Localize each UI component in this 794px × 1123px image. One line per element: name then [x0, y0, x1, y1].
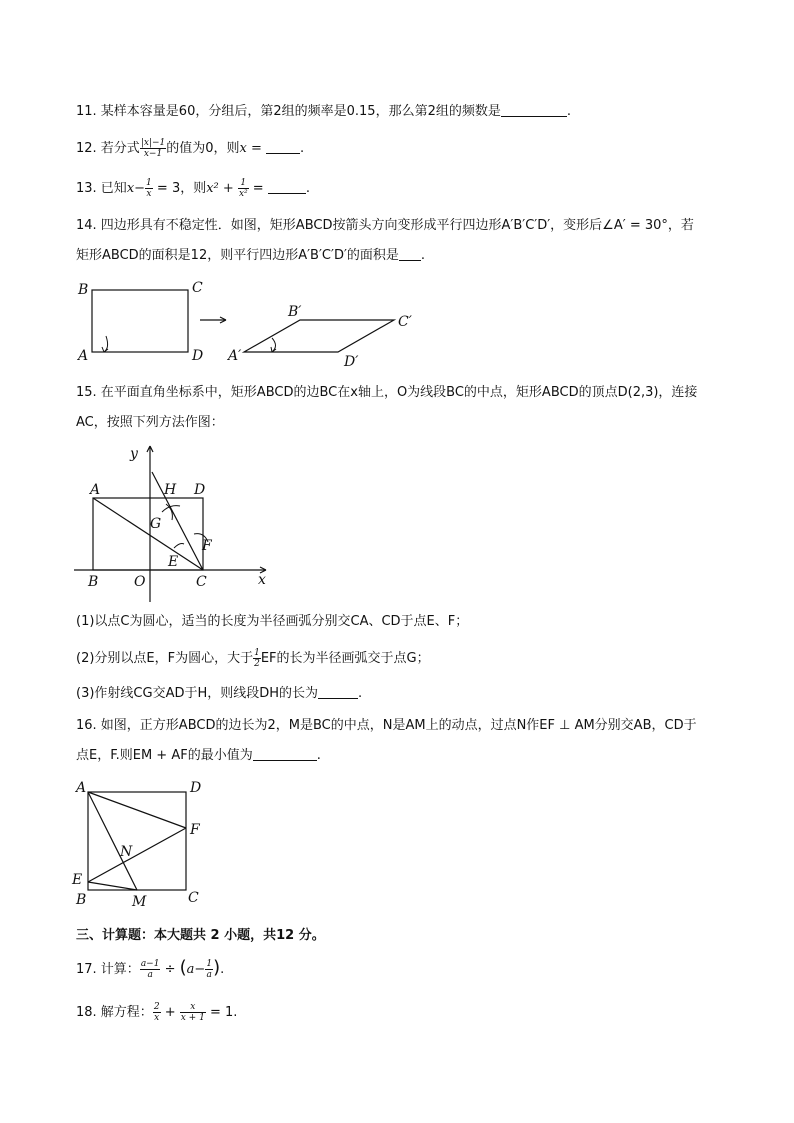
label-b: B: [88, 574, 99, 590]
q13-eq: = 3，则: [156, 181, 207, 196]
question-11: [76, 102, 571, 122]
segment-ef: [88, 828, 186, 882]
q13-fraction-2: $\frac{1}{\text{x²}}$: [238, 178, 248, 199]
label-d: D: [194, 482, 206, 498]
q18-equals: = 1: [209, 1005, 234, 1020]
q16-answer-blank[interactable]: [253, 746, 317, 761]
label-a-prime: A′: [228, 348, 242, 364]
label-b: B: [76, 892, 87, 908]
q15-step2-prefix: (2)分别以点E，F为圆心，大于: [76, 651, 254, 666]
q14-answer-blank[interactable]: [399, 246, 421, 261]
q17-fraction-1: $\frac{a-1}{a}$: [140, 959, 160, 980]
q15-figure: [70, 442, 280, 602]
label-f: F: [202, 538, 212, 554]
q12-prefix: 12. 若分式: [76, 141, 140, 156]
arc-e: [174, 544, 184, 549]
label-a: A: [90, 482, 101, 498]
label-m: M: [132, 894, 147, 908]
q15-step2-fraction: $\frac{1}{2}$: [254, 648, 260, 669]
q13-prefix: 13. 已知: [76, 181, 127, 196]
label-a: A: [78, 348, 89, 364]
q16-period: .: [316, 748, 321, 763]
label-h: H: [164, 482, 177, 498]
q12-variable: x =: [239, 141, 262, 156]
q17-period: .: [220, 962, 225, 977]
q13-fraction-1: $\frac{1}{x}$: [146, 178, 152, 199]
question-14-line-2: [76, 246, 425, 266]
label-n: N: [120, 844, 133, 860]
q13-period: .: [305, 181, 310, 196]
q16-figure: [70, 776, 220, 908]
q18-fraction-1: $\frac{2}{x}$: [153, 1002, 160, 1023]
q14-period: .: [420, 248, 426, 263]
label-x: x: [258, 572, 266, 588]
q17-fraction-2: $\frac{1}{a}$: [206, 959, 213, 980]
q15-step-2: [76, 648, 430, 669]
label-g: G: [150, 516, 162, 532]
q17-prefix: 17. 计算：: [76, 962, 140, 977]
q13-answer-blank[interactable]: [268, 179, 306, 194]
square-abcd: [88, 792, 186, 890]
q13-expr2: x² +: [206, 181, 234, 196]
label-e: E: [72, 872, 83, 888]
q12-period: .: [300, 141, 305, 156]
question-17: [76, 958, 224, 980]
section-3-heading: 三、计算题：本大题共 2 小题，共12 分。: [76, 928, 325, 943]
label-y: y: [130, 446, 138, 462]
q13-eq2: =: [252, 181, 264, 196]
label-d: D: [192, 348, 204, 364]
question-12: [76, 138, 304, 159]
rectangle-abcd: [92, 290, 188, 352]
diagonal-ac: [93, 498, 203, 570]
parallelogram-a2b2c2d2: [244, 320, 394, 352]
q12-answer-blank[interactable]: [266, 139, 300, 154]
q18-fraction-2: $\frac{x}{x + 1}$: [180, 1002, 205, 1023]
q17-left-paren: (: [179, 957, 187, 978]
label-b-prime: B′: [288, 304, 302, 320]
q15-step3-text: (3)作射线CG交AD于H，则线段DH的长为: [76, 686, 319, 701]
question-16-line-2: [76, 746, 321, 766]
segment-em: [88, 882, 137, 890]
q15-period: .: [358, 686, 363, 701]
label-d: D: [190, 780, 202, 796]
q11-period: .: [566, 104, 571, 119]
q17-operator: ÷: [164, 962, 176, 977]
q12-middle: 的值为0，则: [166, 141, 240, 156]
label-e: E: [168, 554, 179, 570]
label-c-prime: C′: [398, 314, 412, 330]
q11-answer-blank[interactable]: [501, 102, 567, 117]
question-16-line-1: 16. 如图，正方形ABCD的边长为2，M是BC的中点，N是AM上的动点，过点N作EF ⊥ AM分别交AB，CD于: [76, 718, 697, 733]
q16-line2-text: 点E，F.则EM + AF的最小值为: [76, 748, 253, 763]
label-o: O: [134, 574, 146, 590]
q14-line2-text: 矩形ABCD的面积是12，则平行四边形A′B′C′D′的面积是: [76, 248, 399, 263]
question-15-line-1: 15. 在平面直角坐标系中，矩形ABCD的边BC在x轴上，O为线段BC的中点，矩形ABCD的顶点D(2,3)，连接: [76, 385, 698, 400]
q15-step-1: (1)以点C为圆心，适当的长度为半径画弧分别交CA、CD于点E、F；: [76, 614, 469, 629]
q13-expr1: x−: [126, 181, 146, 196]
question-15-line-2: AC，按照下列方法作图：: [76, 415, 224, 430]
q17-inner-expr: a−: [186, 962, 206, 977]
label-c: C: [188, 890, 199, 906]
q18-period: .: [233, 1005, 238, 1020]
question-13: [76, 178, 310, 199]
question-14-line-1: 14. 四边形具有不稳定性．如图，矩形ABCD按箭头方向变形成平行四边形A′B′C′D′，变形后∠A′ = 30°，若: [76, 218, 694, 233]
q15-step2-suffix: EF的长为半径画弧交于点G；: [260, 651, 430, 666]
q17-right-paren: ): [213, 957, 221, 978]
question-18: [76, 1002, 237, 1023]
label-b: B: [78, 282, 89, 298]
q18-prefix: 18. 解方程：: [76, 1005, 153, 1020]
label-d-prime: D′: [344, 354, 359, 368]
q11-text: 11. 某样本容量是60，分组后，第2组的频率是0.15，那么第2组的频数是: [76, 104, 501, 119]
q15-step-3: [76, 684, 362, 704]
label-a: A: [76, 780, 87, 796]
q12-fraction: $\frac{|x|-1}{x-1}$: [140, 138, 166, 159]
q18-operator: +: [164, 1005, 176, 1020]
label-f: F: [190, 822, 200, 838]
label-c: C: [192, 280, 203, 296]
label-c: C: [196, 574, 207, 590]
q14-figure: [76, 276, 426, 368]
q15-answer-blank[interactable]: [318, 684, 358, 699]
